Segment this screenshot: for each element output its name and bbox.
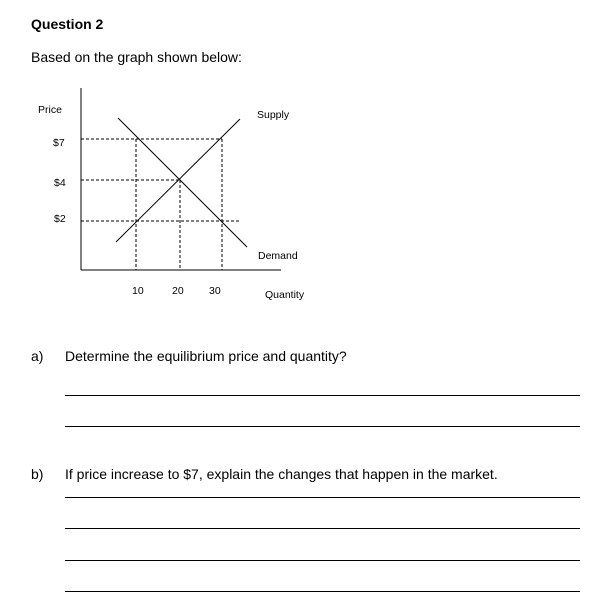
answer-line[interactable] — [65, 426, 580, 427]
question-intro: Based on the graph shown below: — [31, 49, 242, 65]
price-tick-label: $7 — [53, 137, 65, 149]
quantity-tick-label: 10 — [132, 285, 144, 297]
supply-label: Supply — [257, 109, 290, 121]
price-tick-label: $4 — [54, 177, 66, 189]
y-axis-label: Price — [38, 104, 62, 116]
part-b-letter: b) — [31, 466, 44, 482]
price-tick-label: $2 — [54, 213, 66, 225]
part-a-letter: a) — [31, 348, 44, 364]
supply-curve — [116, 119, 240, 242]
answer-line[interactable] — [65, 528, 580, 529]
quantity-tick-label: 20 — [172, 285, 184, 297]
x-axis-label: Quantity — [265, 289, 305, 301]
demand-label: Demand — [258, 250, 298, 262]
quantity-tick-label: 30 — [209, 285, 221, 297]
part-a-question: Determine the equilibrium price and quantity? — [65, 348, 347, 364]
demand-curve — [118, 118, 247, 247]
answer-line[interactable] — [65, 395, 580, 396]
answer-line[interactable] — [65, 591, 580, 592]
answer-line[interactable] — [65, 497, 580, 498]
question-heading: Question 2 — [31, 16, 104, 32]
answer-line[interactable] — [65, 560, 580, 561]
part-b-question: If price increase to $7, explain the changes that happen in the market. — [65, 466, 498, 482]
